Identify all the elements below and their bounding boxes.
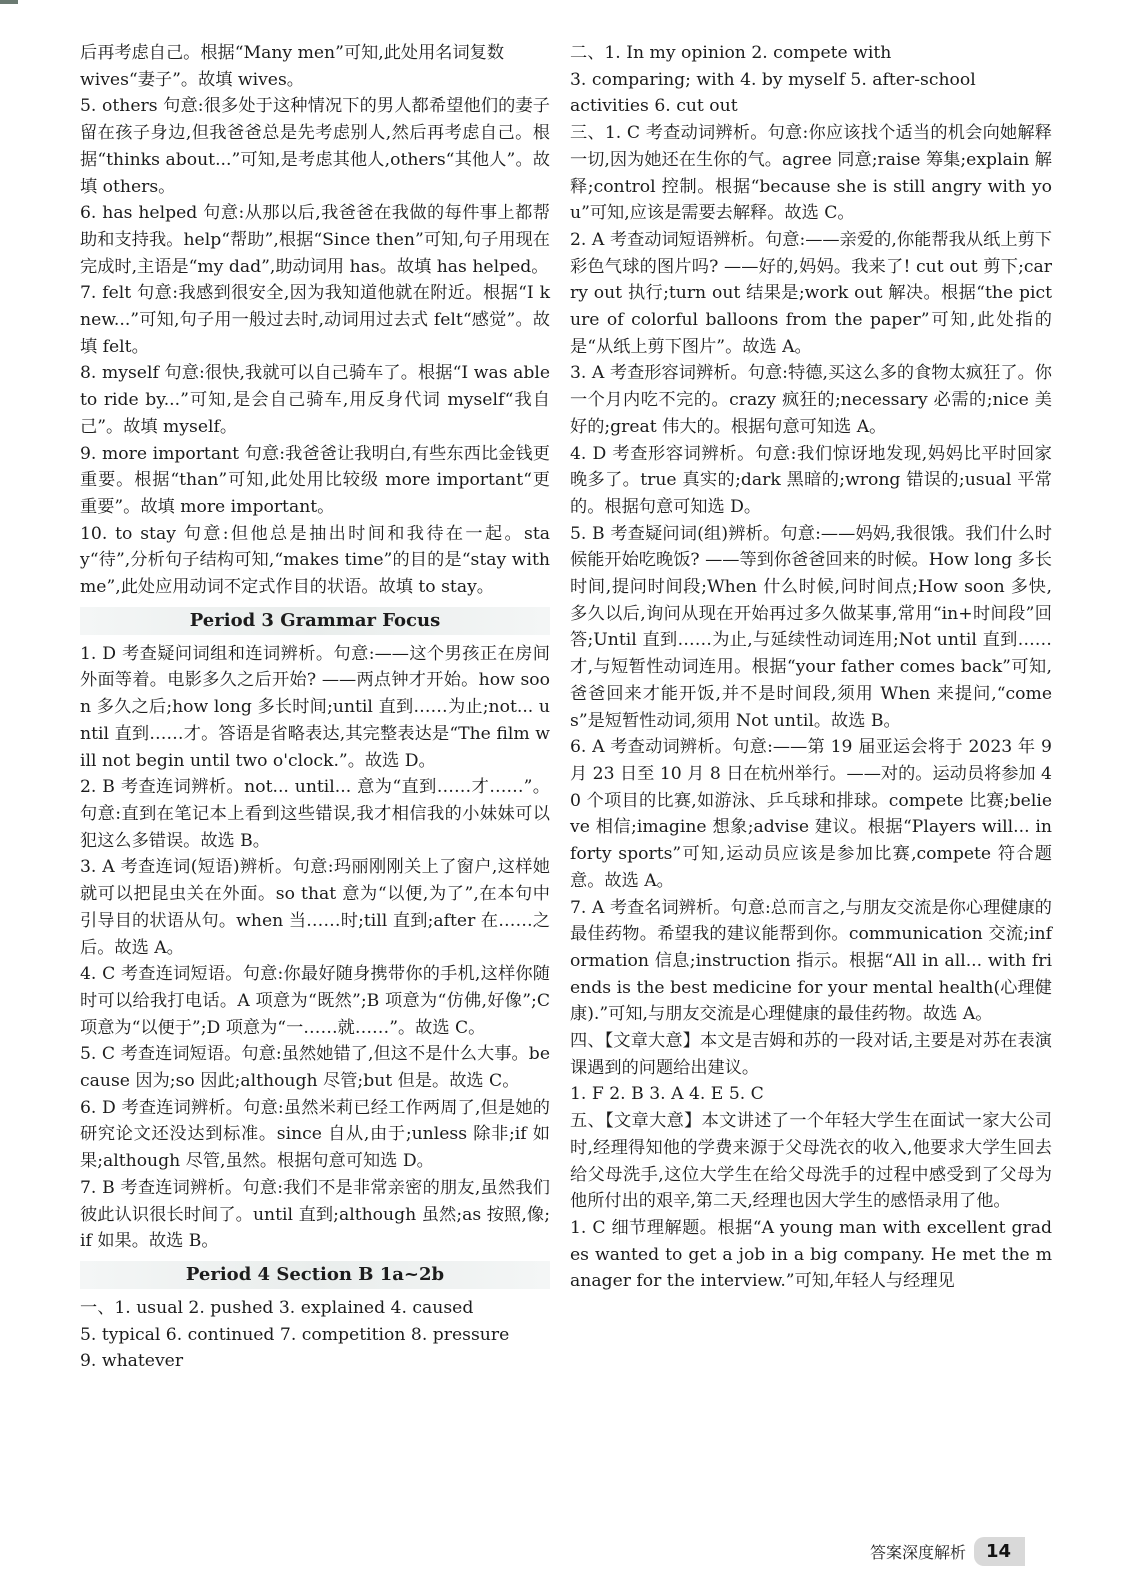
answer-item xyxy=(570,1028,1052,1081)
corner-mark xyxy=(0,0,18,4)
part5-items xyxy=(570,1108,1052,1295)
answer-line xyxy=(80,1322,550,1349)
answer-text: 7. A 考查名词辨析。句意:总而言之,与朋友交流是你心理健康的最佳药物。希望我的建议能帮到你。communication 交流;information 信息;instruction 指示。根据“All in all... with friends is the best medicine for your mental health(心理健康).”可知,与朋友交流是心理健康的最佳药物。故选 A。 xyxy=(570,897,1052,1025)
answer-item xyxy=(570,895,1052,1029)
answer-item xyxy=(570,441,1052,521)
answer-text: 4. D 考查形容词辨析。句意:我们惊讶地发现,妈妈比平时回家晚多了。true 真实的;dark 黑暗的;wrong 错误的;usual 平常的。根据句意可知选 D。 xyxy=(570,443,1052,517)
answer-item xyxy=(80,854,550,961)
answer-text: 五、【文章大意】本文讲述了一个年轻大学生在面试一家大公司时,经理得知他的学费来源于父母洗衣的收入,他要求大学生回去给父母洗手,这位大学生在给父母洗手的过程中感受到了父母为他所付出的艰辛,第二天,经理也因大学生的感悟录用了他。 xyxy=(570,1111,1052,1212)
period3-items xyxy=(80,641,550,1255)
answer-item xyxy=(570,120,1052,227)
answer-text: 一、1. usual 2. pushed 3. explained 4. caused xyxy=(80,1297,474,1318)
answer-text: 1. F 2. B 3. A 4. E 5. C xyxy=(570,1084,764,1105)
answer-text: 2. A 考查动词短语辨析。句意:——亲爱的,你能帮我从纸上剪下彩色气球的图片吗? ——好的,妈妈。我来了! cut out 剪下;carry out 执行;turn out 结果是;work out 解决。根据“the picture of colorful balloons from the paper”可知,此处指的是“从纸上剪下图片”。故选 A。 xyxy=(570,229,1052,357)
left-items xyxy=(80,93,550,600)
answer-text: 后再考虑自己。根据“Many men”可知,此处用名词复数 wives“妻子”。故填 wives。 xyxy=(80,43,505,90)
answer-text: 9. more important 句意:我爸爸让我明白,有些东西比金钱更重要。根据“than”可知,此处用比较级 more important“更重要”。故填 more important。 xyxy=(80,443,550,517)
footer-label: 答案深度解析 xyxy=(870,1542,967,1562)
answer-text: 10. to stay 句意:但他总是抽出时间和我待在一起。stay“待”,分析句子结构可知,“makes time”的目的是“stay with me”,此处应用动词不定式作目的状语。故填 to stay。 xyxy=(80,523,550,598)
page-footer xyxy=(870,1532,1025,1570)
answer-text: 3. A 考查形容词辨析。句意:特德,买这么多的食物太疯狂了。你一个月内吃不完的。crazy 疯狂的;necessary 必需的;nice 美好的;great 伟大的。根据句意可知选 A。 xyxy=(570,363,1052,437)
answer-text: 6. A 考查动词辨析。句意:——第 19 届亚运会将于 2023 年 9 月 23 日至 10 月 8 日在杭州举行。——对的。运动员将参加 40 个项目的比赛,如游泳、乒乓球和排球。compete 比赛;believe 相信;imagine 想象;advise 建议。根据“Players will... in forty sports”可知,运动员应该是参加比赛,compete 符合题意。故选 A。 xyxy=(570,737,1052,891)
answer-text: 1. C 细节理解题。根据“A young man with excellent grades wanted to get a job in a big company. He met the manager for the interview.”可知,年轻人与经理见 xyxy=(570,1217,1052,1292)
answer-text: 三、1. C 考查动词辨析。句意:你应该找个适当的机会向她解释一切,因为她还在生你的气。agree 同意;raise 筹集;explain 解释;control 控制。根据“because she is still angry with you”可知,应该是需要去解释。故选 C。 xyxy=(570,123,1052,224)
answer-item xyxy=(80,774,550,854)
answer-text: 3. A 考查连词(短语)辨析。句意:玛丽刚刚关上了窗户,这样她就可以把昆虫关在外面。so that 意为“以便,为了”,在本句中引导目的状语从句。when 当……时;till 直到;after 在……之后。故选 A。 xyxy=(80,857,550,958)
answer-text: 四、【文章大意】本文是吉姆和苏的一段对话,主要是对苏在表演课遇到的问题给出建议。 xyxy=(570,1031,1052,1078)
left-intro xyxy=(80,40,550,93)
answer-item xyxy=(570,1108,1052,1215)
answer-text: 二、1. In my opinion 2. compete with xyxy=(570,43,892,63)
answer-item xyxy=(80,641,550,775)
answer-text: 7. B 考查连词辨析。句意:我们不是非常亲密的朋友,虽然我们彼此认识很长时间了。until 直到;although 虽然;as 按照,像;if 如果。故选 B。 xyxy=(80,1177,550,1252)
answer-item xyxy=(80,441,550,521)
part4-items xyxy=(570,1028,1052,1108)
answer-text: 5. others 句意:很多处于这种情况下的男人都希望他们的妻子留在孩子身边,但我爸爸总是先考虑别人,然后再考虑自己。根据“thinks about...”可知,是考虑其他人,others“其他人”。故填 others。 xyxy=(80,96,550,197)
answer-text: 5. C 考查连词短语。句意:虽然她错了,但这不是什么大事。because 因为;so 因此;although 尽管;but 但是。故选 C。 xyxy=(80,1044,550,1092)
answer-item xyxy=(570,521,1052,735)
answer-text: 2. B 考查连词辨析。not... until... 意为“直到……才……”。句意:直到在笔记本上看到这些错误,我才相信我的小妹妹可以犯这么多错误。故选 B。 xyxy=(80,777,550,851)
period3-heading: Period 3 Grammar Focus xyxy=(80,607,550,635)
answer-item xyxy=(80,93,550,200)
answer-item xyxy=(570,734,1052,894)
answer-text: 3. comparing; with 4. by myself 5. after-school activities 6. cut out xyxy=(570,69,976,117)
answer-text: 9. whatever xyxy=(80,1351,184,1372)
answer-item xyxy=(80,360,550,440)
right-column xyxy=(570,40,1052,1295)
answer-item xyxy=(570,1081,1052,1108)
answer-item xyxy=(570,227,1052,361)
period4-lines xyxy=(80,1295,550,1375)
page-number: 14 xyxy=(974,1537,1025,1566)
answer-item xyxy=(80,200,550,280)
answer-line xyxy=(570,40,1052,67)
answer-item xyxy=(80,1175,550,1255)
answer-line xyxy=(80,40,550,93)
answer-text: 7. felt 句意:我感到很安全,因为我知道他就在附近。根据“I knew...”可知,句子用一般过去时,动词用过去式 felt“感觉”。故填 felt。 xyxy=(80,283,550,357)
answer-text: 6. D 考查连词辨析。句意:虽然米莉已经工作两周了,但是她的研究论文还没达到标准。since 自从,由于;unless 除非;if 如果;although 尽管,虽然。根据句意可知选 D。 xyxy=(80,1097,550,1172)
answer-text: 5. typical 6. continued 7. competition 8. pressure xyxy=(80,1324,510,1345)
answer-text: 1. D 考查疑问词组和连词辨析。句意:——这个男孩正在房间外面等着。电影多久之后开始? ——两点钟才开始。how soon 多久之后;how long 多长时间;until 直到……为止;not... until 直到……才。答语是省略表达,其完整表达是“The film will not begin until two o'clock.”。故选 D。 xyxy=(80,643,550,771)
part2-lines xyxy=(570,40,1052,120)
answer-line xyxy=(80,1295,550,1322)
answer-item xyxy=(80,280,550,360)
left-column xyxy=(80,40,550,1375)
answer-item xyxy=(80,521,550,601)
answer-line xyxy=(80,1348,550,1375)
answer-item xyxy=(570,1215,1052,1295)
answer-text: 4. C 考查连词短语。句意:你最好随身携带你的手机,这样你随时可以给我打电话。A 项意为“既然”;B 项意为“仿佛,好像”;C 项意为“以便于”;D 项意为“一……就……”。故选 C。 xyxy=(80,964,550,1038)
answer-text: 8. myself 句意:很快,我就可以自己骑车了。根据“I was able to ride by...”可知,是会自己骑车,用反身代词 myself“我自己”。故填 myself。 xyxy=(80,363,550,437)
answer-item xyxy=(80,1041,550,1094)
answer-item xyxy=(570,360,1052,440)
answer-item xyxy=(80,1095,550,1175)
answer-item xyxy=(80,961,550,1041)
answer-text: 5. B 考查疑问词(组)辨析。句意:——妈妈,我很饿。我们什么时候能开始吃晚饭? ——等到你爸爸回来的时候。How long 多长时间,提问时间段;When 什么时候,问时间点;How soon 多快,多久以后,询问从现在开始再过多久做某事,常用“in+时间段”回答;Until 直到……为止,与延续性动词连用;Not until 直到……才,与短暂性动词连用。根据“your father comes back”可知,爸爸回来才能开饭,并不是时间段,须用 When 来提问,“comes”是短暂性动词,须用 Not until。故选 B。 xyxy=(570,523,1052,731)
answer-line xyxy=(570,67,1052,120)
period4-heading: Period 4 Section B 1a~2b xyxy=(80,1261,550,1289)
part3-items xyxy=(570,120,1052,1028)
answer-text: 6. has helped 句意:从那以后,我爸爸在我做的每件事上都帮助和支持我。help“帮助”,根据“Since then”可知,句子用现在完成时,主语是“my dad”,助动词用 has。故填 has helped。 xyxy=(80,203,550,277)
